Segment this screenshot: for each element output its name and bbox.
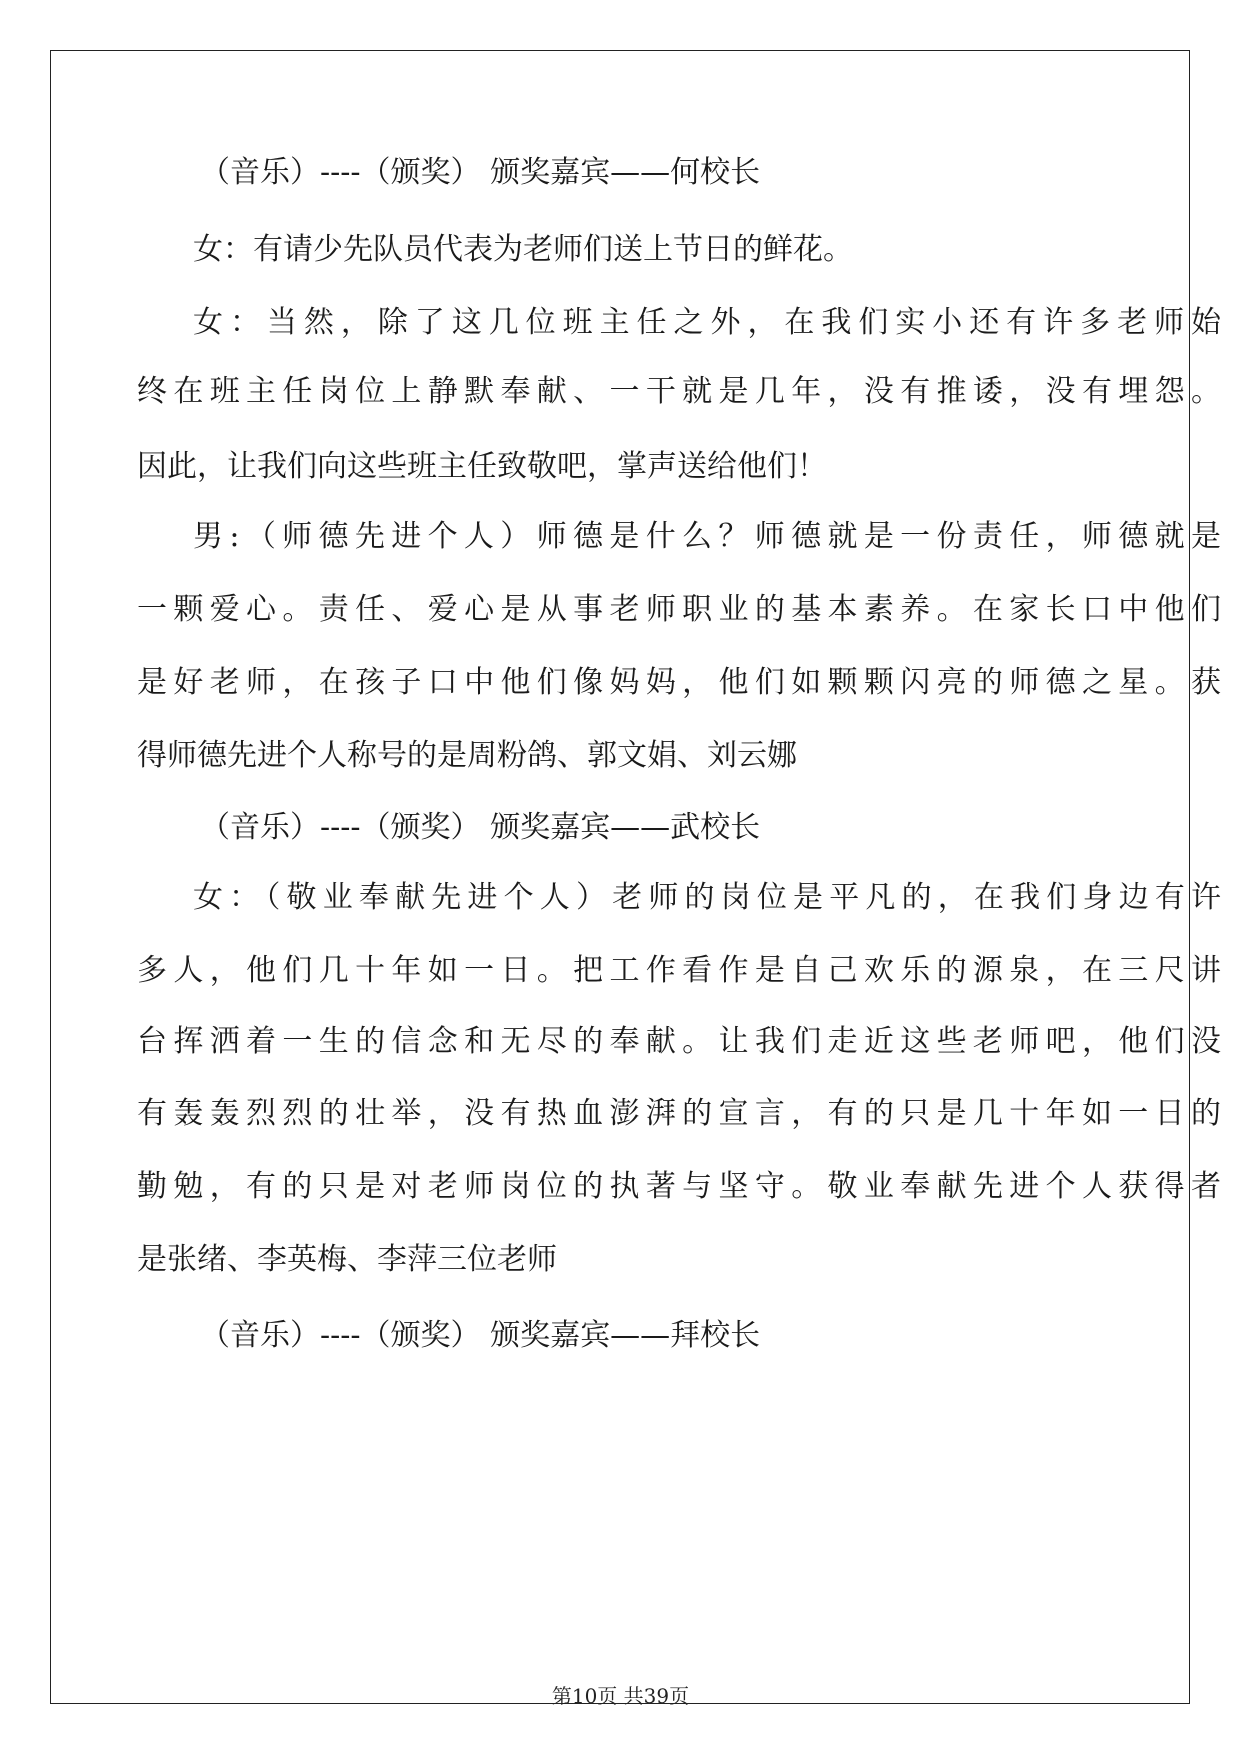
paragraph-line: 是好老师，在孩子口中他们像妈妈，他们如颗颗闪亮的师德之星。获 (137, 665, 1221, 700)
paragraph-line: 女：有请少先队员代表为老师们送上节日的鲜花。 (193, 232, 853, 267)
paragraph-line: 因此，让我们向这些班主任致敬吧，掌声送给他们！ (137, 449, 827, 484)
paragraph-line: 一颗爱心。责任、爱心是从事老师职业的基本素养。在家长口中他们 (137, 592, 1221, 627)
paragraph-line: 多人，他们几十年如一日。把工作看作是自己欢乐的源泉，在三尺讲 (137, 953, 1221, 988)
paragraph-line: 终在班主任岗位上静默奉献、一干就是几年，没有推诿，没有埋怨。 (137, 374, 1221, 409)
page-number-footer: 第10页 共39页 (551, 1684, 690, 1708)
paragraph-line: 女：当然，除了这几位班主任之外，在我们实小还有许多老师始 (193, 305, 1221, 340)
award-music-line-1: （音乐）----（颁奖） 颁奖嘉宾——何校长 (200, 155, 761, 190)
page-border (50, 50, 1190, 1704)
paragraph-line: 有轰轰烈烈的壮举，没有热血澎湃的宣言，有的只是几十年如一日的 (137, 1096, 1221, 1131)
paragraph-line: 女：（敬业奉献先进个人）老师的岗位是平凡的，在我们身边有许 (193, 880, 1221, 915)
paragraph-line: 是张绪、李英梅、李萍三位老师 (137, 1242, 557, 1277)
paragraph-line: 勤勉，有的只是对老师岗位的执著与坚守。敬业奉献先进个人获得者 (137, 1169, 1221, 1204)
award-music-line-3: （音乐）----（颁奖） 颁奖嘉宾——拜校长 (200, 1318, 761, 1353)
paragraph-line: 得师德先进个人称号的是周粉鸽、郭文娟、刘云娜 (137, 738, 797, 773)
paragraph-line: 台挥洒着一生的信念和无尽的奉献。让我们走近这些老师吧，他们没 (137, 1024, 1221, 1059)
paragraph-line: 男:（师德先进个人）师德是什么？师德就是一份责任，师德就是 (193, 519, 1221, 554)
award-music-line-2: （音乐）----（颁奖） 颁奖嘉宾——武校长 (200, 810, 761, 845)
